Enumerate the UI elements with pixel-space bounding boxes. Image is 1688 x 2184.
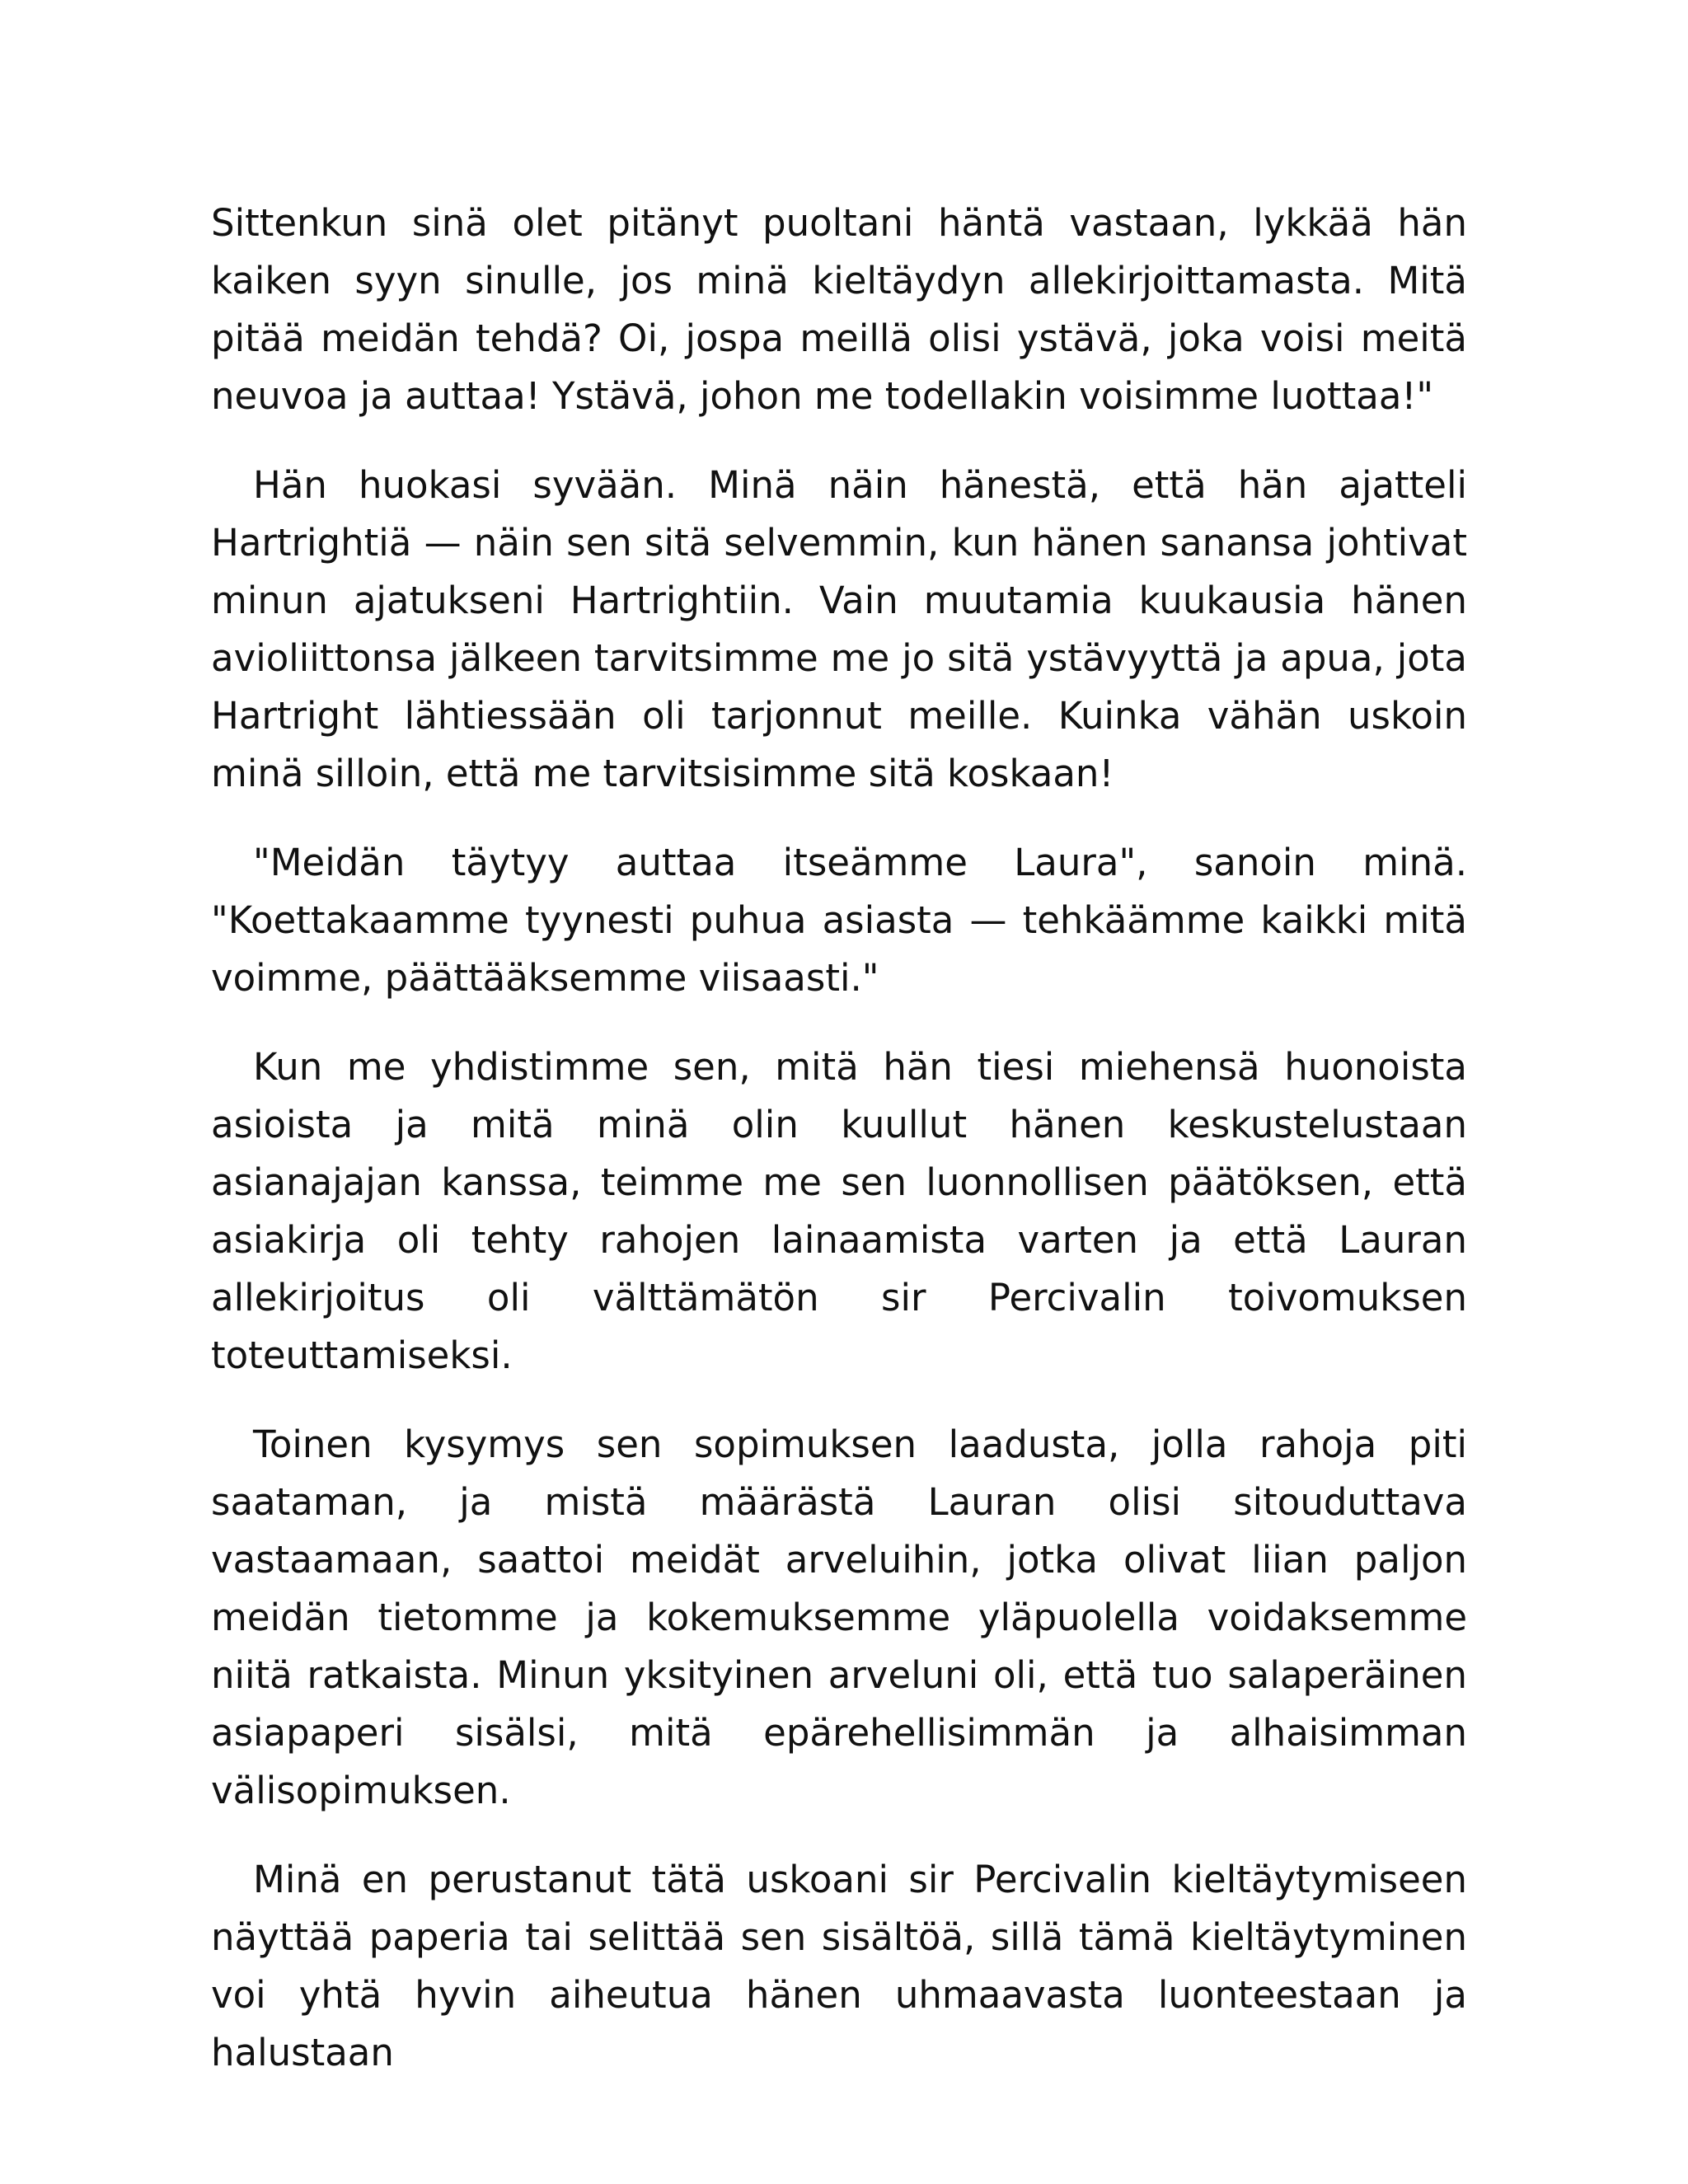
paragraph-5: Toinen kysymys sen sopimuksen laadusta, jolla rahoja piti saataman, ja mistä määrästä Lauran olisi sitouduttava vastaamaan, saattoi meidät arveluihin, jotka olivat liian paljon meidän tietomme ja kokemuksemme yläpuolella voidaksemme niitä ratkaista. Minun yksityinen arveluni oli, että tuo salaperäinen asiapaperi sisälsi, mitä epärehellisimmän ja alhaisimman välisopimuksen. <box>211 1422 1467 1812</box>
paragraph-2: Hän huokasi syvään. Minä näin hänestä, että hän ajatteli Hartrightiä — näin sen sitä selvemmin, kun hänen sanansa johtivat minun ajatukseni Hartrightiin. Vain muutamia kuukausia hänen avioliittonsa jälkeen tarvitsimme me jo sitä ystävyyttä ja apua, jota Hartright lähtiessään oli tarjonnut meille. Kuinka vähän uskoin minä silloin, että me tarvitsisimme sitä koskaan! <box>211 463 1467 795</box>
paragraph-4: Kun me yhdistimme sen, mitä hän tiesi miehensä huonoista asioista ja mitä minä olin kuullut hänen keskustelustaan asianajajan kanssa, teimme me sen luonnollisen päätöksen, että asiakirja oli tehty rahojen lainaamista varten ja että Lauran allekirjoitus oli välttämätön sir Percivalin toivomuksen toteuttamiseksi. <box>211 1045 1467 1377</box>
paragraph-6: Minä en perustanut tätä uskoani sir Percivalin kieltäytymiseen näyttää paperia tai selittää sen sisältöä, sillä tämä kieltäytyminen voi yhtä hyvin aiheutua hänen uhmaavasta luonteestaan ja halustaan <box>211 1858 1467 2074</box>
paragraph-1: Sittenkun sinä olet pitänyt puoltani häntä vastaan, lykkää hän kaiken syyn sinulle, jos minä kieltäydyn allekirjoittamasta. Mitä pitää meidän tehdä? Oi, jospa meillä olisi ystävä, joka voisi meitä neuvoa ja auttaa! Ystävä, johon me todellakin voisimme luottaa!" <box>211 201 1467 418</box>
paragraph-3: "Meidän täytyy auttaa itseämme Laura", sanoin minä. "Koettakaamme tyynesti puhua asiasta — tehkäämme kaikki mitä voimme, päättääksemme viisaasti." <box>211 841 1467 1000</box>
book-page-text <box>211 194 1467 2113</box>
